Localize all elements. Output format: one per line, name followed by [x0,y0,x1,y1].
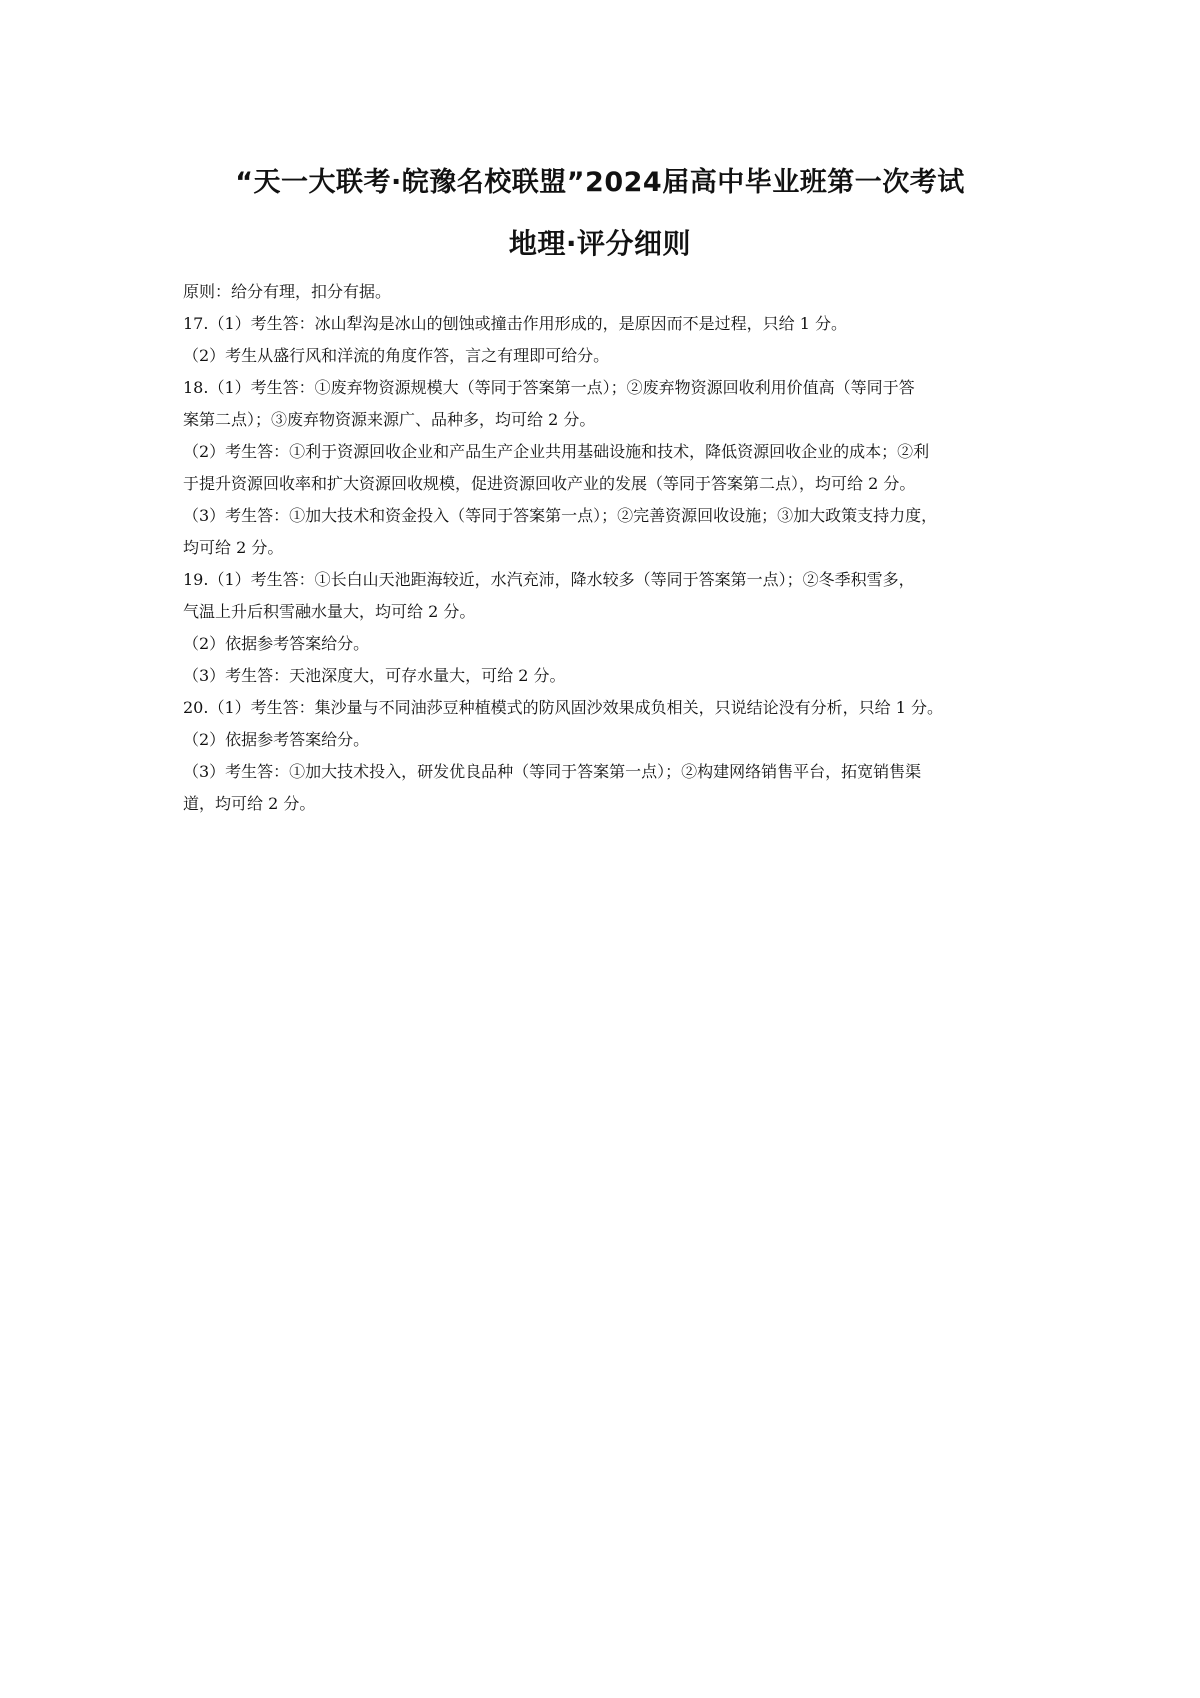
q20-part1-line: 20.（1）考生答：集沙量与不同油莎豆种植模式的防风固沙效果成负相关，只说结论没有分析，只给 1 分。 [183,698,943,717]
document-subtitle: 地理·评分细则 [508,227,692,260]
q19-part1-line-2: 气温上升后积雪融水量大，均可给 2 分。 [183,602,476,621]
q20-part3-line-1: （3）考生答：①加大技术投入，研发优良品种（等同于答案第一点）；②构建网络销售平台，拓宽销售渠 [183,762,922,781]
grading-rules-body [183,276,1023,820]
q18-part2-line-1: （2）考生答：①利于资源回收企业和产品生产企业共用基础设施和技术，降低资源回收企业的成本；②利 [183,442,930,461]
q18-part1-line-1: 18.（1）考生答：①废弃物资源规模大（等同于答案第一点）；②废弃物资源回收利用价值高（等同于答 [183,378,915,397]
q20-part3-line-2: 道，均可给 2 分。 [183,794,316,813]
q17-part2-line: （2）考生从盛行风和洋流的角度作答，言之有理即可给分。 [183,346,610,365]
q17-part1-line: 17.（1）考生答：冰山犁沟是冰山的刨蚀或撞击作用形成的，是原因而不是过程，只给 1 分。 [183,314,847,333]
q20-part2-line: （2）依据参考答案给分。 [183,730,370,749]
principle-line: 原则：给分有理，扣分有据。 [183,282,392,301]
q19-part1-line-1: 19.（1）考生答：①长白山天池距海较近，水汽充沛，降水较多（等同于答案第一点）；②冬季积雪多， [183,570,915,589]
q19-part2-line: （2）依据参考答案给分。 [183,634,370,653]
document-title: “天一大联考·皖豫名校联盟”2024届高中毕业班第一次考试 [235,167,965,198]
q18-part2-line-2: 于提升资源回收率和扩大资源回收规模，促进资源回收产业的发展（等同于答案第二点），均可给 2 分。 [183,474,916,493]
q18-part3-line-2: 均可给 2 分。 [183,538,284,557]
q18-part1-line-2: 案第二点）；③废弃物资源来源广、品种多，均可给 2 分。 [183,410,596,429]
q18-part3-line-1: （3）考生答：①加大技术和资金投入（等同于答案第一点）；②完善资源回收设施；③加大政策支持力度， [183,506,938,525]
q19-part3-line: （3）考生答：天池深度大，可存水量大，可给 2 分。 [183,666,566,685]
